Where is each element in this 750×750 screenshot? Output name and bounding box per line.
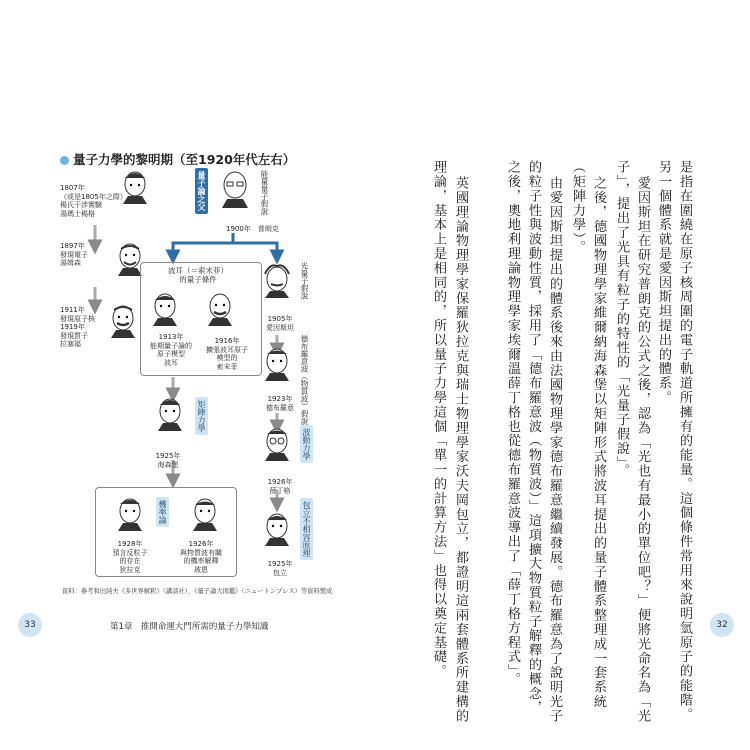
portrait-born bbox=[190, 495, 220, 531]
portrait-pauli bbox=[262, 510, 292, 546]
einstein-side-note: 光量子假說 bbox=[300, 262, 309, 300]
text-column-7: 由愛因斯坦提出的體系後來由法國物理學家德布羅意繼續發展。德布羅意為了說明光子 bbox=[547, 176, 562, 724]
text-column-10: 英國理論物理學家保羅狄拉克與瑞士物理學家沃夫岡包立，都證明這兩套體系所建構的 bbox=[453, 176, 468, 724]
text-column-11: 理論，基本上是相同的，所以量子力學這個「單一的計算方法」也得以奠定基礎。 bbox=[431, 160, 446, 679]
thomson-label: 1897年 發現電子 湯姆森 bbox=[60, 242, 88, 267]
text-column-3: 愛因斯坦在研究普朗克的公式之後，認為「光也有最小的單位吧？」便將光命名為「光 bbox=[635, 176, 650, 724]
rutherford-label: 1911年 發現原子核 1919年 發現質子 拉塞福 bbox=[60, 306, 95, 348]
text-column-5: 之後，德國物理學家維爾納海森堡以矩陣形式將波耳提出的量子體系整理成一套系統 bbox=[591, 176, 606, 709]
bullet-dot-icon bbox=[60, 156, 69, 165]
page-number-right: 32 bbox=[710, 613, 734, 637]
debroglie-label: 1923年 德布羅意 bbox=[266, 395, 294, 412]
tag-pauli-exclusion: 包立不相容原理 bbox=[300, 498, 313, 560]
chart-title: 量子力學的黎明期（至1920年代左右） bbox=[60, 150, 295, 168]
text-column-9: 之後，奧地利理論物理學家埃爾溫薛丁格也從德布羅意波導出了「薛丁格方程式」。 bbox=[505, 160, 520, 687]
portrait-einstein bbox=[262, 262, 292, 298]
text-column-4: 子」，提出了光具有粒子的特性的「光量子假說」。 bbox=[614, 160, 629, 478]
planck-side-note: 能量量子假說 bbox=[260, 170, 269, 215]
portrait-schrodinger bbox=[262, 425, 292, 461]
portrait-sommerfeld bbox=[205, 290, 235, 326]
tag-matrix-mechanics: 矩陣力學 bbox=[195, 397, 208, 435]
young-label: 1807年 （或是1805年之際） 楊氏干涉實驗 湯瑪士楊格 bbox=[60, 184, 127, 218]
einstein-label: 1905年 愛因斯坦 bbox=[266, 315, 294, 332]
sommerfeld-label: 1916年 擴張波耳原子 模型的 索末菲 bbox=[206, 337, 248, 371]
text-column-8: 的粒子性與波動性質，採用了「德布羅意波（物質波）」這項擴大物質粒子解釋的概念， bbox=[526, 160, 541, 715]
portrait-bohr bbox=[150, 290, 180, 326]
debroglie-side-note: 德布羅意波（物質波）假說 bbox=[300, 335, 309, 425]
planck-label: 1900年 普朗克 bbox=[226, 225, 279, 233]
text-column-6: （矩陣力學）。 bbox=[570, 160, 585, 255]
heisenberg-label: 1925年 海森堡 bbox=[155, 452, 181, 469]
born-label: 1926年 與物質波有關 的機率解釋 玻恩 bbox=[180, 540, 222, 574]
page-number-left: 33 bbox=[18, 613, 42, 637]
portrait-dirac bbox=[115, 495, 145, 531]
pauli-label: 1925年 包立 bbox=[267, 560, 293, 577]
portrait-rutherford bbox=[108, 302, 138, 338]
arrow-planck-to-bohr bbox=[173, 233, 233, 257]
text-column-1: 是指在圍繞在原子核周圍的電子軌道所擁有的能量。這個條件常用來說明氫原子的能階。 bbox=[677, 160, 692, 722]
tag-father-of-quantum: 量子論之父 bbox=[195, 168, 208, 214]
bohr-box-title: 波耳（＝索末菲） 的量子條件 bbox=[168, 266, 228, 284]
text-column-2: 另一個體系就是愛因斯坦提出的體系。 bbox=[656, 160, 671, 405]
portrait-planck bbox=[218, 168, 252, 208]
schrodinger-label: 1926年 薛丁格 bbox=[267, 478, 293, 495]
source-note: 資料：參考和田純夫《多世界解釈》（講談社）、《量子論大図鑑》（ニュートンプレス）等資料製成 bbox=[62, 588, 333, 595]
tag-wave-mechanics: 波動力學 bbox=[300, 425, 313, 463]
portrait-debroglie bbox=[262, 345, 292, 381]
tag-probability-theory: 機率論 bbox=[156, 497, 169, 527]
dirac-label: 1928年 預言反粒子 的存在 狄拉克 bbox=[112, 540, 148, 574]
arrow-planck-to-einstein bbox=[233, 243, 277, 257]
chapter-footer: 第1章 推開命運大門所需的量子力學知識 bbox=[110, 622, 269, 632]
bohr-label: 1913年 能期量子論的 原子模型 波耳 bbox=[150, 333, 192, 367]
portrait-heisenberg bbox=[155, 395, 185, 431]
